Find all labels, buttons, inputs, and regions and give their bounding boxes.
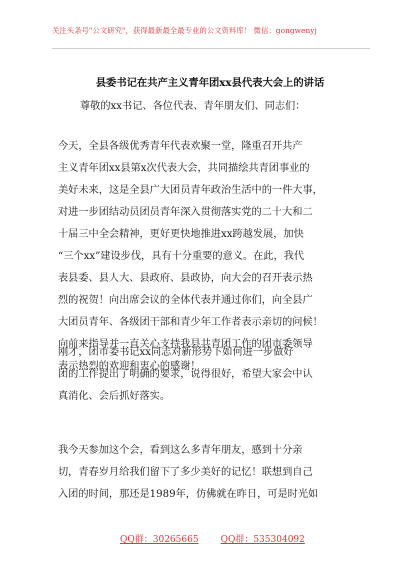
paragraph-line: 团的工作提出了明确的要求，说得很好，希望大家会中认: [58, 369, 313, 380]
paragraph-line: 切，青春岁月给我们留下了多少美好的记忆！联想到自己: [58, 467, 313, 478]
paragraph-line: 美好未来，这是全县广大团员青年政治生活中的一件大事，: [58, 185, 323, 196]
paragraph-line: 今天，全县各级优秀青年代表欢聚一堂，隆重召开共产: [58, 141, 303, 152]
salutation: 尊敬的xx书记、各位代表、青年朋友们、同志们：: [80, 101, 306, 112]
paragraph-2: [58, 342, 358, 408]
paragraph-line: 我今天参加这个会，看到这么多青年朋友，感到十分亲: [58, 445, 303, 456]
paragraph-line: 入团的时间，那还是1989年，仿佛就在昨日，可是时光如: [58, 489, 319, 500]
footer-contact: [120, 534, 305, 546]
paragraph-line: 真消化、会后抓好落实。: [58, 391, 171, 402]
paragraph-line: “三个xx”建设步伐，具有十分重要的意义。在此，我代: [58, 251, 305, 262]
paragraph-line: 表示热烈的欢迎和衷心的感谢！: [58, 361, 201, 372]
qq-group-1: QQ群：30265665: [120, 535, 199, 545]
paragraph-line: 主义青年团xx县第x次代表大会，共同描绘共青团事业的: [58, 163, 310, 174]
document-title: 县委书记在共产主义青年团xx县代表大会上的讲话: [95, 77, 325, 89]
paragraph-3: [58, 440, 358, 506]
paragraph-line: 烈的祝贺！向出席会议的全体代表并通过你们，向全县广: [58, 295, 313, 306]
paragraph-line: 大团员青年、各级团干部和青少年工作者表示亲切的问候！: [58, 317, 323, 328]
paragraph-line: 对进一步团结动员团员青年深入贯彻落实党的二十大和二: [58, 207, 313, 218]
header-banner: 关注头条号"公文研究"，获得最新最全最专业的公文资料库！ 微信：gongwenyj: [52, 26, 317, 35]
paragraph-line: 刚才，团市委书记xx同志对新形势下如何进一步做好: [58, 347, 294, 358]
qq-group-2: QQ群：535304092: [220, 535, 305, 545]
paragraph-line: 表县委、县人大、县政府、县政协，向大会的召开表示热: [58, 273, 313, 284]
header-divider: [52, 48, 370, 49]
paragraph-line: 十届三中全会精神，更好更快地推进xx跨越发展，加快: [58, 229, 304, 240]
paragraph-line: 向前来指导并一直关心支持我县共青团工作的团市委领导: [58, 339, 313, 350]
